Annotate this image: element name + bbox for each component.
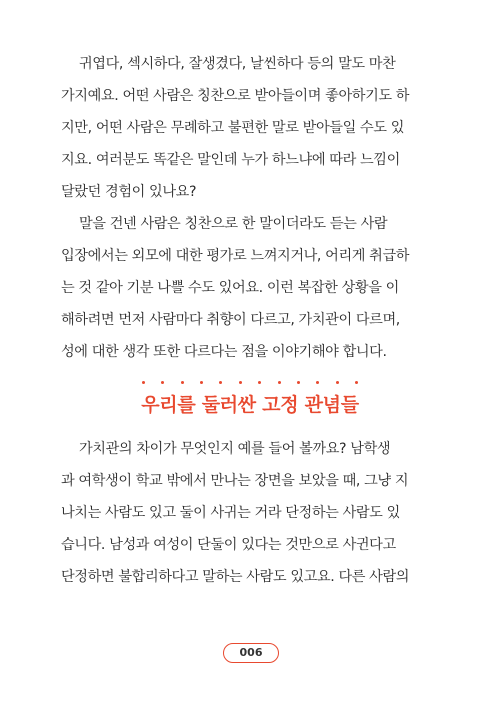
text-line: 해하려면 먼저 사람마다 취향이 다르고, 가치관이 다르며, [61, 312, 400, 328]
text-line: 가치관의 차이가 무엇인지 예를 들어 볼까요? 남학생 [79, 441, 391, 457]
heading-dots-decoration [142, 381, 358, 384]
text-line: 귀엽다, 섹시하다, 잘생겼다, 날씬하다 등의 말도 마찬 [79, 56, 396, 72]
section-heading: 우리를 둘러싼 고정 관념들 [141, 394, 359, 416]
text-line: 말을 건넨 사람은 칭찬으로 한 말이더라도 듣는 사람 [79, 216, 388, 232]
paragraph-1 [61, 48, 446, 208]
text-line: 지요. 여러분도 똑같은 말인데 누가 하느냐에 따라 느낌이 [61, 152, 400, 168]
text-line: 나치는 사람도 있고 둘이 사귀는 거라 단정하는 사람도 있 [61, 505, 400, 521]
text-line: 가지예요. 어떤 사람은 칭찬으로 받아들이며 좋아하기도 하 [61, 88, 410, 104]
text-line: 지만, 어떤 사람은 무례하고 불편한 말로 받아들일 수도 있 [61, 120, 405, 136]
text-line: 습니다. 남성과 여성이 단둘이 있다는 것만으로 사귄다고 [61, 537, 396, 553]
text-line: 달랐던 경험이 있나요? [61, 184, 197, 200]
text-line: 입장에서는 외모에 대한 평가로 느껴지거나, 어리게 취급하 [61, 248, 410, 264]
page-number-badge: 006 [223, 643, 279, 663]
text-line: 단정하면 불합리하다고 말하는 사람도 있고요. 다른 사람의 [61, 569, 410, 585]
text-line: 는 것 같아 기분 나쁠 수도 있어요. 이런 복잡한 상황을 이 [61, 280, 399, 296]
text-line: 성에 대한 생각 또한 다르다는 점을 이야기해야 합니다. [61, 344, 387, 360]
paragraph-2 [61, 208, 446, 368]
paragraph-3 [61, 433, 446, 593]
text-line: 과 여학생이 학교 밖에서 만나는 장면을 보았을 때, 그냥 지 [61, 473, 409, 489]
